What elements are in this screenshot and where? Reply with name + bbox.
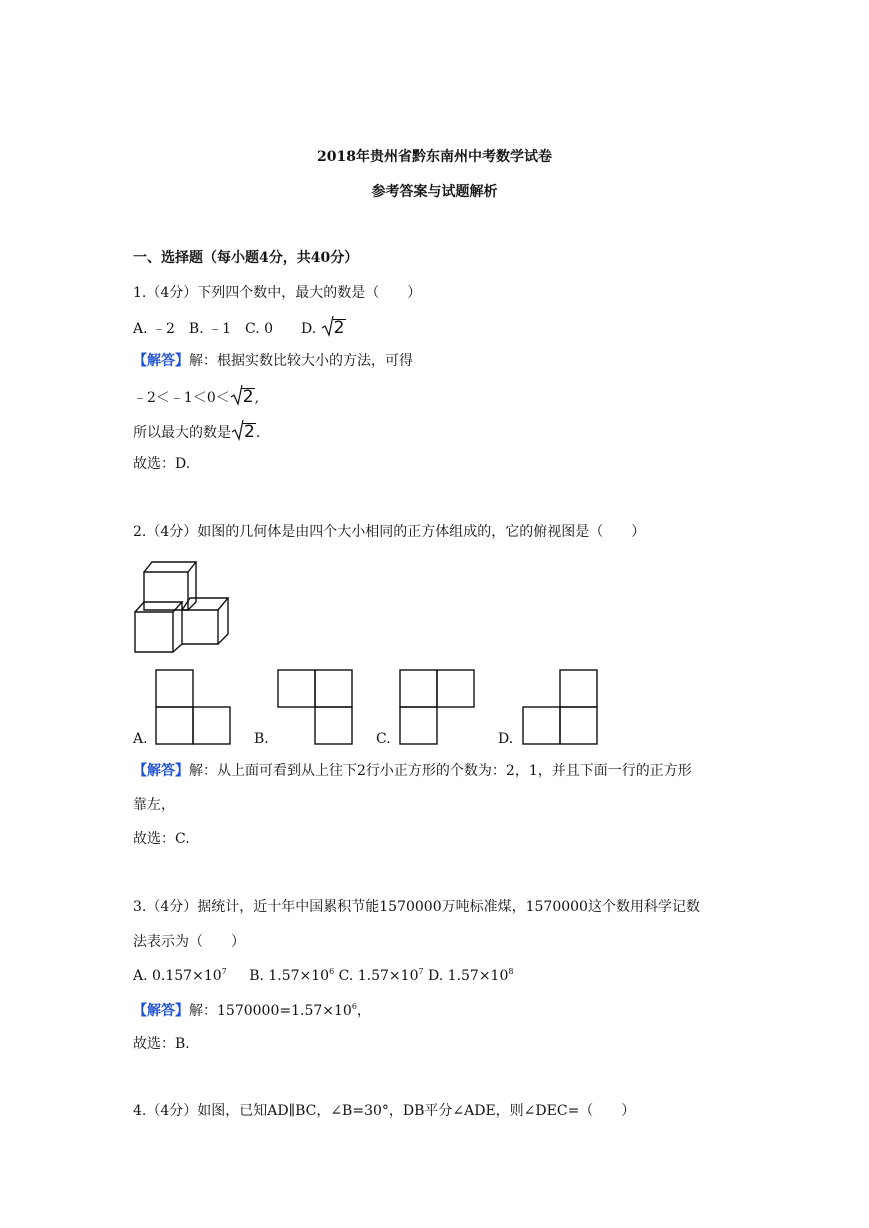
radical-sign-icon (231, 385, 243, 405)
answer-tag: 【解答】 (133, 1003, 189, 1019)
q2-option-a-label: A. (133, 731, 148, 747)
q2-stem: 2.（4分）如图的几何体是由四个大小相同的正方体组成的，它的俯视图是（ ） (133, 524, 646, 540)
q2-choice: 故选：C. (133, 831, 190, 847)
q3-stem: 3.（4分）据统计，近十年中国累积节能1570000万吨标准煤，1570000这个数用科学记数 (133, 899, 700, 915)
q1-conclusion: 所以最大的数是 2. (133, 422, 261, 442)
section-heading: 一、选择题（每小题4分，共40分） (133, 250, 359, 266)
q2-option-a-figure (155, 669, 231, 745)
q2-answer (133, 764, 692, 778)
radical-sign-icon (232, 420, 244, 440)
q1-stem: 1.（4分）下列四个数中，最大的数是（ ） (133, 285, 422, 301)
q2-option-b-label: B. (254, 731, 269, 747)
cube-solid-figure (128, 558, 238, 658)
q2-answer-text: 解：从上面可看到从上往下2行小正方形的个数为：2，1，并且下面一行的正方形 (189, 763, 692, 779)
sqrt-symbol: 2 (322, 319, 346, 337)
q1-inequality: ﹣2＜﹣1＜0＜ 2, (133, 387, 260, 407)
radical-sign-icon (322, 316, 334, 336)
answer-tag: 【解答】 (133, 763, 189, 779)
q3-answer: 【解答】解：$1570000=1.57\times 10^6$， (133, 1002, 371, 1019)
sqrt-symbol: 2 (232, 423, 256, 441)
q2-option-b-figure (277, 669, 353, 745)
exam-subtitle: 参考答案与试题解析 (371, 184, 498, 200)
q1-answer-text: 解：根据实数比较大小的方法，可得 (189, 353, 413, 369)
q2-option-d-label: D. (498, 731, 514, 747)
exam-title: 2018年贵州省黔东南州中考数学试卷 (317, 149, 552, 165)
q1-options-text: A. ﹣2 B. ﹣1 C. 0 D. (133, 321, 317, 337)
q1-choice: 故选：D. (133, 456, 191, 472)
q3-stem-cont: 法表示为（ ） (133, 934, 245, 950)
sqrt-symbol: 2 (231, 388, 255, 406)
q4-stem: 4.（4分）如图，已知AD∥BC，∠B=30°，DB平分∠ADE，则∠DEC=（ ） (133, 1103, 636, 1119)
q2-option-c-figure (399, 669, 475, 745)
q1-answer (133, 354, 413, 368)
q3-choice: 故选：B. (133, 1036, 190, 1052)
q2-option-c-label: C. (376, 731, 391, 747)
q3-options: A. $0.157\times 10^7$ B. $1.57\times 10^6$ C. $1.57\times 10^7$ D. $1.57\times 10^8$ (133, 967, 514, 984)
answer-tag: 【解答】 (133, 353, 189, 369)
q1-options (133, 319, 346, 337)
q2-answer-cont: 靠左， (133, 797, 175, 813)
q2-option-d-figure (522, 669, 598, 745)
